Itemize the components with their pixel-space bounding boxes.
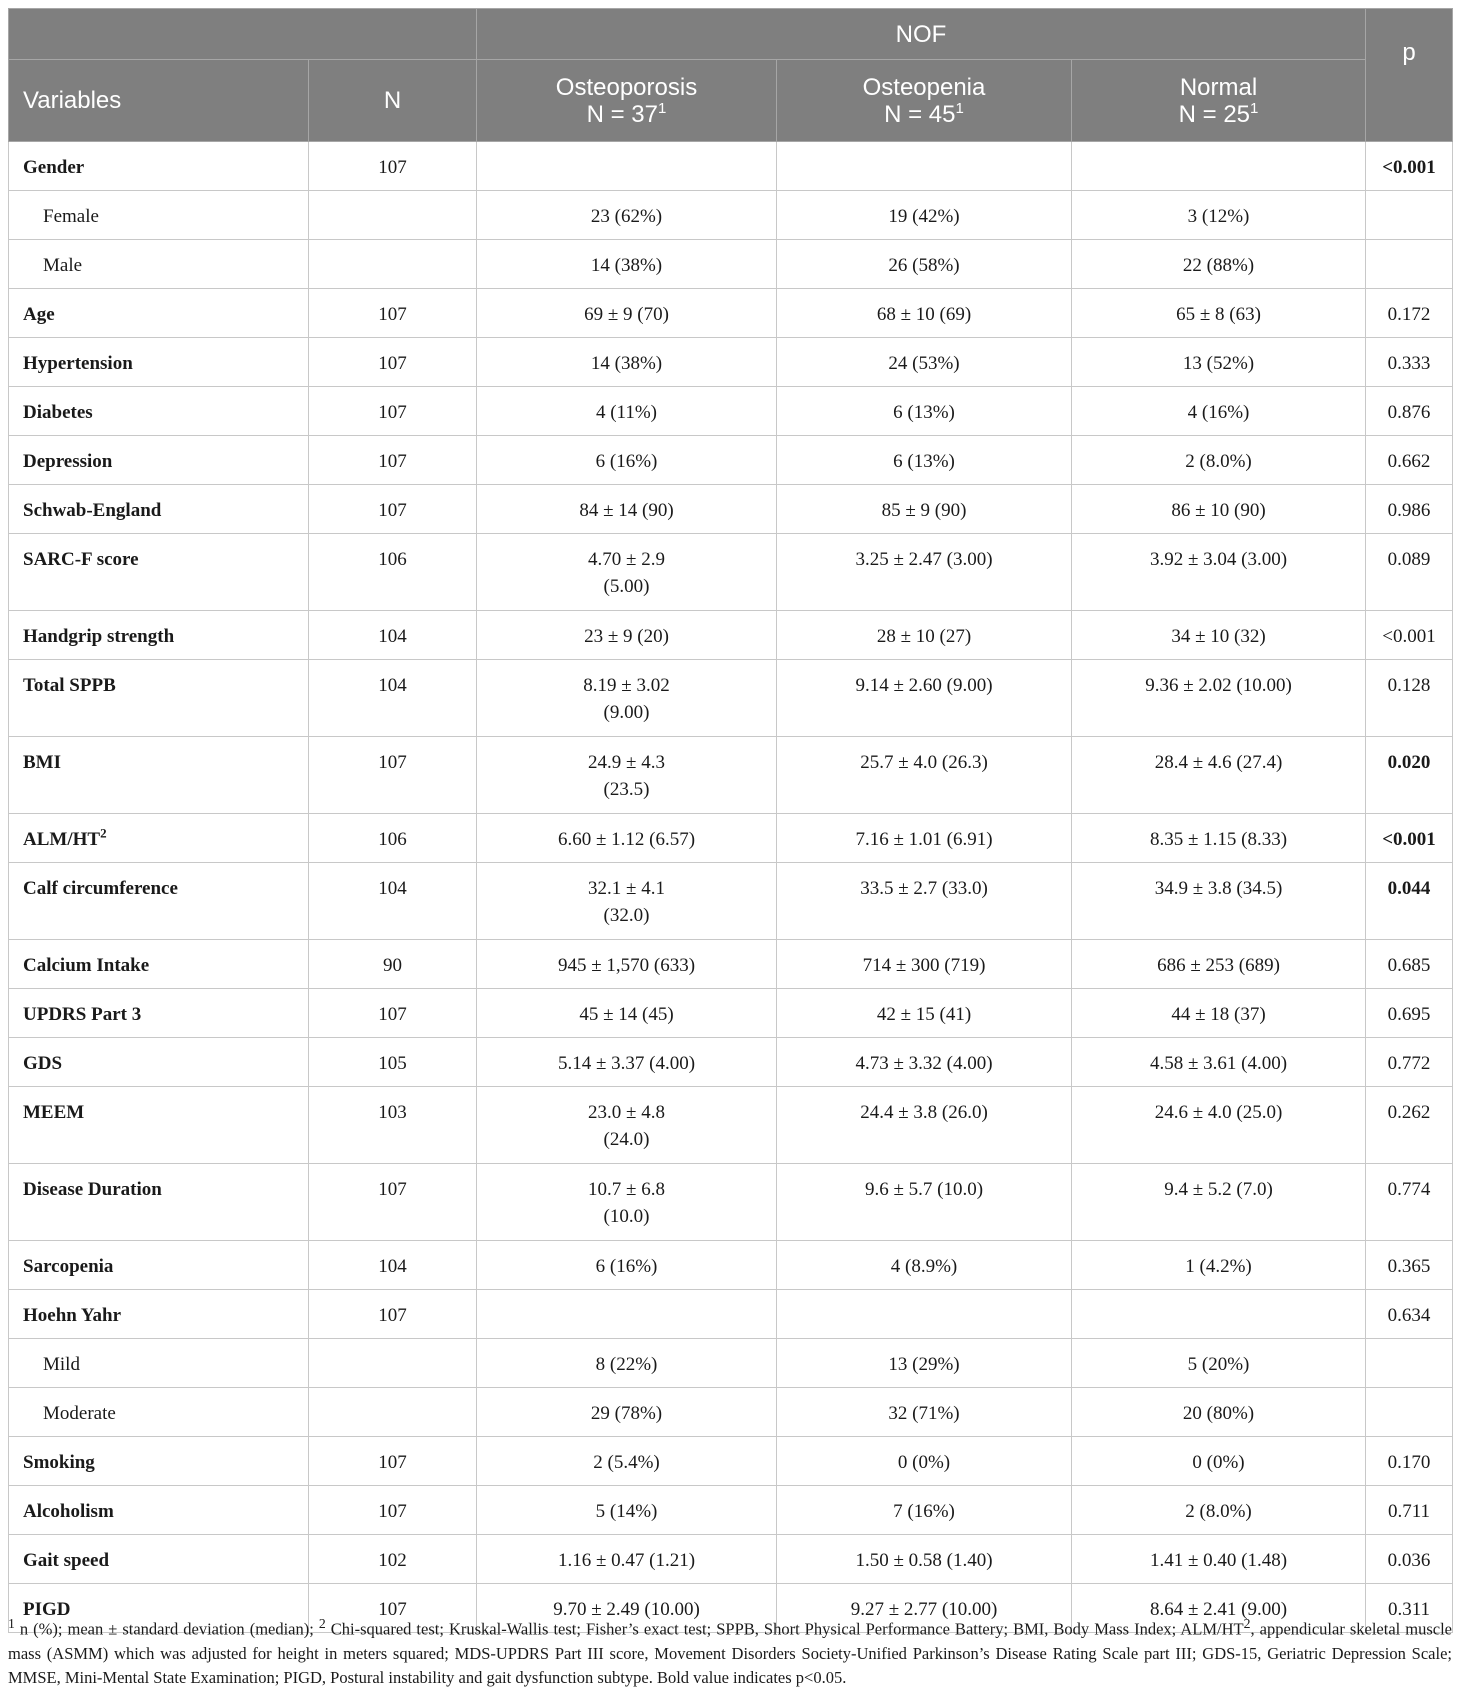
cell-p-value: 0.020 xyxy=(1366,737,1453,814)
row-label-text: Age xyxy=(23,304,55,325)
cell-osteoporosis xyxy=(477,1388,777,1437)
cell-osteoporosis xyxy=(477,240,777,289)
cell-value-median: (24.0) xyxy=(603,1129,650,1150)
cell-normal: 8.64 ± 2.41 (9.00) xyxy=(1072,1584,1366,1633)
row-label-text: Gender xyxy=(23,157,85,178)
row-label xyxy=(9,1437,309,1486)
row-n xyxy=(309,191,477,240)
cell-value: 14 (38%) xyxy=(590,353,663,374)
table-row xyxy=(9,863,1453,940)
cell-value: 4 (11%) xyxy=(595,402,658,423)
cell-value: 5.14 ± 3.37 (4.00) xyxy=(557,1053,696,1074)
cell-p-value: 0.262 xyxy=(1366,1087,1453,1164)
row-label-text: Moderate xyxy=(43,1403,116,1424)
cell-value: 29 (78%) xyxy=(590,1403,663,1424)
row-n: 107 xyxy=(309,485,477,534)
group-count: $N = 45^1$ xyxy=(884,99,964,128)
row-label-text: Sarcopenia xyxy=(23,1256,114,1277)
cell-osteopenia: 26 (58%) xyxy=(777,240,1072,289)
header-normal xyxy=(1072,60,1366,142)
cell-value: 32.1 ± 4.1 xyxy=(588,878,665,899)
row-n: 107 xyxy=(309,1164,477,1241)
cell-osteopenia: 32 (71%) xyxy=(777,1388,1072,1437)
cell-osteopenia: 0 (0%) xyxy=(777,1437,1072,1486)
row-label-text: GDS xyxy=(23,1053,63,1074)
row-label-text: Disease Duration xyxy=(23,1179,162,1200)
cell-osteoporosis xyxy=(477,1339,777,1388)
cell-osteopenia xyxy=(777,1290,1072,1339)
cell-osteoporosis xyxy=(477,1290,777,1339)
cell-osteopenia: 42 ± 15 (41) xyxy=(777,989,1072,1038)
cell-value-median: (23.5) xyxy=(603,779,650,800)
footnote-ref: 1 xyxy=(658,99,667,117)
row-n: 107 xyxy=(309,338,477,387)
row-label xyxy=(9,191,309,240)
row-label xyxy=(9,338,309,387)
cell-normal: 9.36 ± 2.02 (10.00) xyxy=(1072,660,1366,737)
group-count: $N = 37^1$ xyxy=(586,99,667,128)
table-row xyxy=(9,1038,1453,1087)
cell-p-value: 0.044 xyxy=(1366,863,1453,940)
row-label-text: Diabetes xyxy=(23,402,93,423)
cell-normal: 2 (8.0%) xyxy=(1072,1486,1366,1535)
row-label xyxy=(9,660,309,737)
cell-p-value: 0.170 xyxy=(1366,1437,1453,1486)
cell-p-value: 0.172 xyxy=(1366,289,1453,338)
cell-osteopenia: 13 (29%) xyxy=(777,1339,1072,1388)
row-label xyxy=(9,863,309,940)
row-label xyxy=(9,1388,309,1437)
cell-osteopenia: 3.25 ± 2.47 (3.00) xyxy=(777,534,1072,611)
cell-osteopenia: 4 (8.9%) xyxy=(777,1241,1072,1290)
cell-normal: 2 (8.0%) xyxy=(1072,436,1366,485)
cell-osteoporosis xyxy=(477,1038,777,1087)
footnote-sup: 1 xyxy=(8,1616,15,1631)
cell-p-value: 0.685 xyxy=(1366,940,1453,989)
cell-normal: 13 (52%) xyxy=(1072,338,1366,387)
cell-normal: 22 (88%) xyxy=(1072,240,1366,289)
cell-normal: 1.41 ± 0.40 (1.48) xyxy=(1072,1535,1366,1584)
table-footnote: $^1$ n (%); mean ± standard deviation (median); $^2$ Chi-squared test; Kruskal-Wallis test; Fisher’s exact test; SPPB, Short Physical Performance Battery; BMI, Body Mass Index; ALM/$HT^2$, appendicular skeletal muscle mass (ASMM) which was adjusted for height in meters squared; MDS-UPDRS Part III score, Movement Disorders Society-Unified Parkinson’s Disease Rating Scale part III; GDS-15, Geriatric Depression Scale; MMSE, Mini-Mental State Examination; PIGD, Postural instability and gait dysfunction subtype. Bold value indicates p<0.05. xyxy=(8,1616,1453,1687)
cell-osteopenia: 1.50 ± 0.58 (1.40) xyxy=(777,1535,1072,1584)
row-label-text: BMI xyxy=(23,752,61,773)
cell-p-value: <0.001 xyxy=(1366,611,1453,660)
cell-value: 2 (5.4%) xyxy=(593,1452,660,1473)
cell-normal: 4.58 ± 3.61 (4.00) xyxy=(1072,1038,1366,1087)
cell-value: 84 ± 14 (90) xyxy=(579,500,674,521)
table-row xyxy=(9,1164,1453,1241)
table-row xyxy=(9,1087,1453,1164)
row-n: 107 xyxy=(309,387,477,436)
header-nof-group: NOF xyxy=(477,9,1366,60)
row-n: 107 xyxy=(309,1584,477,1633)
cell-p-value: 0.662 xyxy=(1366,436,1453,485)
row-label xyxy=(9,1087,309,1164)
cell-osteoporosis xyxy=(477,940,777,989)
footnote-ref: 1 xyxy=(1250,99,1259,117)
cell-osteopenia xyxy=(777,142,1072,191)
cell-value: 23 (62%) xyxy=(590,206,663,227)
cell-osteoporosis xyxy=(477,814,777,863)
cell-value: 8.19 ± 3.02 xyxy=(583,675,670,696)
cell-value-median: (9.00) xyxy=(603,702,650,723)
cell-osteoporosis xyxy=(477,660,777,737)
cell-normal: 1 (4.2%) xyxy=(1072,1241,1366,1290)
cell-normal: 3.92 ± 3.04 (3.00) xyxy=(1072,534,1366,611)
cell-p-value: 0.711 xyxy=(1366,1486,1453,1535)
cell-osteopenia: 9.14 ± 2.60 (9.00) xyxy=(777,660,1072,737)
cell-normal: 3 (12%) xyxy=(1072,191,1366,240)
cell-osteoporosis xyxy=(477,289,777,338)
row-label xyxy=(9,1241,309,1290)
cell-osteoporosis xyxy=(477,142,777,191)
cell-normal xyxy=(1072,1290,1366,1339)
cell-osteoporosis xyxy=(477,338,777,387)
cell-normal: 0 (0%) xyxy=(1072,1437,1366,1486)
cell-value: 6.60 ± 1.12 (6.57) xyxy=(557,829,696,850)
cell-normal: 9.4 ± 5.2 (7.0) xyxy=(1072,1164,1366,1241)
row-label-text: Female xyxy=(43,206,99,227)
cell-p-value: 0.986 xyxy=(1366,485,1453,534)
cell-normal: 34.9 ± 3.8 (34.5) xyxy=(1072,863,1366,940)
row-label xyxy=(9,1339,309,1388)
cell-osteopenia: 19 (42%) xyxy=(777,191,1072,240)
label-superscript: 2 xyxy=(100,825,107,841)
cell-osteoporosis xyxy=(477,1437,777,1486)
cell-normal: 86 ± 10 (90) xyxy=(1072,485,1366,534)
cell-osteopenia: 24 (53%) xyxy=(777,338,1072,387)
row-label xyxy=(9,989,309,1038)
cell-value: 4.70 ± 2.9 xyxy=(588,549,665,570)
cell-osteoporosis xyxy=(477,485,777,534)
row-label-text: PIGD xyxy=(23,1599,71,1620)
cell-osteoporosis xyxy=(477,989,777,1038)
row-label-text: Hypertension xyxy=(23,353,133,374)
cell-normal: 28.4 ± 4.6 (27.4) xyxy=(1072,737,1366,814)
row-n: 107 xyxy=(309,1290,477,1339)
cell-osteopenia: 7 (16%) xyxy=(777,1486,1072,1535)
cell-p-value: <0.001 xyxy=(1366,142,1453,191)
table-row xyxy=(9,191,1453,240)
cell-normal: 686 ± 253 (689) xyxy=(1072,940,1366,989)
cell-osteoporosis xyxy=(477,436,777,485)
row-n: 104 xyxy=(309,863,477,940)
cell-value-median: (10.0) xyxy=(603,1206,650,1227)
table-row xyxy=(9,1535,1453,1584)
header-row-columns xyxy=(9,60,1453,142)
cell-osteopenia: 9.6 ± 5.7 (10.0) xyxy=(777,1164,1072,1241)
cell-p-value: 0.089 xyxy=(1366,534,1453,611)
cell-osteopenia: 7.16 ± 1.01 (6.91) xyxy=(777,814,1072,863)
cell-value: 23 ± 9 (20) xyxy=(584,626,669,647)
cell-osteoporosis xyxy=(477,1535,777,1584)
header-blank-cell xyxy=(9,9,477,60)
cell-value: 45 ± 14 (45) xyxy=(579,1004,674,1025)
row-label-text: UPDRS Part 3 xyxy=(23,1004,142,1025)
row-label xyxy=(9,1535,309,1584)
row-label xyxy=(9,1038,309,1087)
table-container xyxy=(8,8,1452,1633)
table-row xyxy=(9,387,1453,436)
cell-normal xyxy=(1072,142,1366,191)
row-label xyxy=(9,289,309,338)
table-row xyxy=(9,737,1453,814)
table-body xyxy=(9,142,1453,1633)
group-name: Normal xyxy=(1179,73,1258,101)
cell-p-value: 0.128 xyxy=(1366,660,1453,737)
table-row xyxy=(9,1437,1453,1486)
cell-osteoporosis xyxy=(477,611,777,660)
header-osteoporosis xyxy=(477,60,777,142)
cell-p-value: 0.774 xyxy=(1366,1164,1453,1241)
table-row xyxy=(9,611,1453,660)
cell-normal: 65 ± 8 (63) xyxy=(1072,289,1366,338)
cell-osteopenia: 33.5 ± 2.7 (33.0) xyxy=(777,863,1072,940)
row-label xyxy=(9,814,309,863)
footnote-ref: 1 xyxy=(955,99,964,117)
table-row xyxy=(9,289,1453,338)
row-label-text: Smoking xyxy=(23,1452,95,1473)
cell-value: 8 (22%) xyxy=(595,1354,658,1375)
cell-value: 23.0 ± 4.8 xyxy=(588,1102,665,1123)
row-label xyxy=(9,436,309,485)
cell-osteopenia: 68 ± 10 (69) xyxy=(777,289,1072,338)
row-n: 107 xyxy=(309,142,477,191)
cell-osteopenia: 6 (13%) xyxy=(777,436,1072,485)
row-label-text: ALM/HT xyxy=(23,829,101,850)
table-row xyxy=(9,1388,1453,1437)
row-n: 107 xyxy=(309,737,477,814)
cell-p-value: 0.333 xyxy=(1366,338,1453,387)
cell-p-value: 0.634 xyxy=(1366,1290,1453,1339)
cell-normal: 20 (80%) xyxy=(1072,1388,1366,1437)
row-n xyxy=(309,1388,477,1437)
cell-p-value: 0.365 xyxy=(1366,1241,1453,1290)
cell-normal: 8.35 ± 1.15 (8.33) xyxy=(1072,814,1366,863)
row-label-text: Calf circumference xyxy=(23,878,178,899)
cell-osteopenia: 6 (13%) xyxy=(777,387,1072,436)
row-n: 106 xyxy=(309,814,477,863)
cell-osteopenia: 4.73 ± 3.32 (4.00) xyxy=(777,1038,1072,1087)
header-row-group xyxy=(9,9,1453,60)
results-table xyxy=(8,8,1453,1633)
cell-normal: 5 (20%) xyxy=(1072,1339,1366,1388)
row-label xyxy=(9,387,309,436)
cell-osteopenia: 714 ± 300 (719) xyxy=(777,940,1072,989)
cell-value-median: (5.00) xyxy=(603,576,650,597)
table-row xyxy=(9,1339,1453,1388)
row-n: 104 xyxy=(309,660,477,737)
header-n: N xyxy=(309,60,477,142)
row-label xyxy=(9,1290,309,1339)
table-row xyxy=(9,436,1453,485)
cell-p-value xyxy=(1366,240,1453,289)
cell-osteopenia: 85 ± 9 (90) xyxy=(777,485,1072,534)
cell-osteoporosis xyxy=(477,1241,777,1290)
row-label-text: Gait speed xyxy=(23,1550,110,1571)
cell-normal: 34 ± 10 (32) xyxy=(1072,611,1366,660)
row-label xyxy=(9,611,309,660)
row-n: 107 xyxy=(309,436,477,485)
row-n xyxy=(309,240,477,289)
table-row xyxy=(9,940,1453,989)
row-label xyxy=(9,534,309,611)
row-label-text: SARC-F score xyxy=(23,549,139,570)
table-row xyxy=(9,142,1453,191)
row-n: 103 xyxy=(309,1087,477,1164)
table-row xyxy=(9,338,1453,387)
cell-osteoporosis xyxy=(477,534,777,611)
cell-value: 24.9 ± 4.3 xyxy=(588,752,665,773)
table-row xyxy=(9,1241,1453,1290)
cell-value: 69 ± 9 (70) xyxy=(584,304,669,325)
row-n: 104 xyxy=(309,1241,477,1290)
row-n: 104 xyxy=(309,611,477,660)
row-n: 107 xyxy=(309,989,477,1038)
group-name: Osteopenia xyxy=(862,73,986,101)
row-n xyxy=(309,1339,477,1388)
cell-p-value: 0.772 xyxy=(1366,1038,1453,1087)
row-label-text: Alcoholism xyxy=(23,1501,114,1522)
cell-osteoporosis xyxy=(477,387,777,436)
table-row xyxy=(9,1486,1453,1535)
cell-value: 1.16 ± 0.47 (1.21) xyxy=(557,1550,696,1571)
row-label-text: Calcium Intake xyxy=(23,955,150,976)
cell-value: 9.70 ± 2.49 (10.00) xyxy=(553,1599,700,1620)
table-header xyxy=(9,9,1453,142)
row-n: 90 xyxy=(309,940,477,989)
row-label xyxy=(9,485,309,534)
cell-p-value xyxy=(1366,1388,1453,1437)
cell-p-value: 0.876 xyxy=(1366,387,1453,436)
cell-value-median: (32.0) xyxy=(603,905,650,926)
cell-value: 5 (14%) xyxy=(595,1501,658,1522)
row-label-text: Male xyxy=(43,255,83,276)
row-n: 107 xyxy=(309,1437,477,1486)
row-label-text: Schwab-England xyxy=(23,500,162,521)
table-row xyxy=(9,989,1453,1038)
cell-value: 6 (16%) xyxy=(595,451,658,472)
footnote-sup: 2 xyxy=(318,1616,326,1631)
cell-p-value: 0.695 xyxy=(1366,989,1453,1038)
cell-p-value xyxy=(1366,191,1453,240)
cell-p-value: 0.036 xyxy=(1366,1535,1453,1584)
row-label-text: Hoehn Yahr xyxy=(23,1305,122,1326)
cell-normal: 44 ± 18 (37) xyxy=(1072,989,1366,1038)
footnote-sup: 2 xyxy=(1243,1616,1251,1631)
header-p: p xyxy=(1366,9,1453,142)
row-label-text: Depression xyxy=(23,451,113,472)
cell-osteopenia: 24.4 ± 3.8 (26.0) xyxy=(777,1087,1072,1164)
cell-p-value: 0.311 xyxy=(1366,1584,1453,1633)
group-count: $N = 25^1$ xyxy=(1178,99,1259,128)
table-row xyxy=(9,534,1453,611)
row-label-text: Total SPPB xyxy=(23,675,116,696)
row-label-text: MEEM xyxy=(23,1102,85,1123)
cell-osteoporosis xyxy=(477,1486,777,1535)
row-label xyxy=(9,240,309,289)
cell-p-value xyxy=(1366,1339,1453,1388)
cell-osteoporosis xyxy=(477,1087,777,1164)
row-n: 105 xyxy=(309,1038,477,1087)
cell-value: 945 ± 1,570 (633) xyxy=(557,955,696,976)
table-row xyxy=(9,240,1453,289)
row-label-text: Mild xyxy=(43,1354,80,1375)
cell-value: 6 (16%) xyxy=(595,1256,658,1277)
row-label-text: Handgrip strength xyxy=(23,626,175,647)
row-label xyxy=(9,737,309,814)
cell-value: 10.7 ± 6.8 xyxy=(588,1179,665,1200)
group-name: Osteoporosis xyxy=(555,73,698,101)
header-variables: Variables xyxy=(9,60,309,142)
row-n: 107 xyxy=(309,289,477,338)
cell-osteoporosis xyxy=(477,863,777,940)
cell-osteopenia: 28 ± 10 (27) xyxy=(777,611,1072,660)
cell-osteopenia: 25.7 ± 4.0 (26.3) xyxy=(777,737,1072,814)
table-row xyxy=(9,485,1453,534)
cell-normal: 4 (16%) xyxy=(1072,387,1366,436)
cell-normal: 24.6 ± 4.0 (25.0) xyxy=(1072,1087,1366,1164)
cell-value: 14 (38%) xyxy=(590,255,663,276)
row-n: 106 xyxy=(309,534,477,611)
cell-p-value: <0.001 xyxy=(1366,814,1453,863)
cell-osteoporosis xyxy=(477,737,777,814)
cell-osteoporosis xyxy=(477,191,777,240)
row-n: 102 xyxy=(309,1535,477,1584)
row-label xyxy=(9,1486,309,1535)
table-row xyxy=(9,814,1453,863)
header-osteopenia xyxy=(777,60,1072,142)
row-label xyxy=(9,940,309,989)
row-label xyxy=(9,142,309,191)
row-n: 107 xyxy=(309,1486,477,1535)
row-label xyxy=(9,1164,309,1241)
table-row xyxy=(9,660,1453,737)
cell-osteopenia: 9.27 ± 2.77 (10.00) xyxy=(777,1584,1072,1633)
cell-osteoporosis xyxy=(477,1164,777,1241)
table-row xyxy=(9,1290,1453,1339)
